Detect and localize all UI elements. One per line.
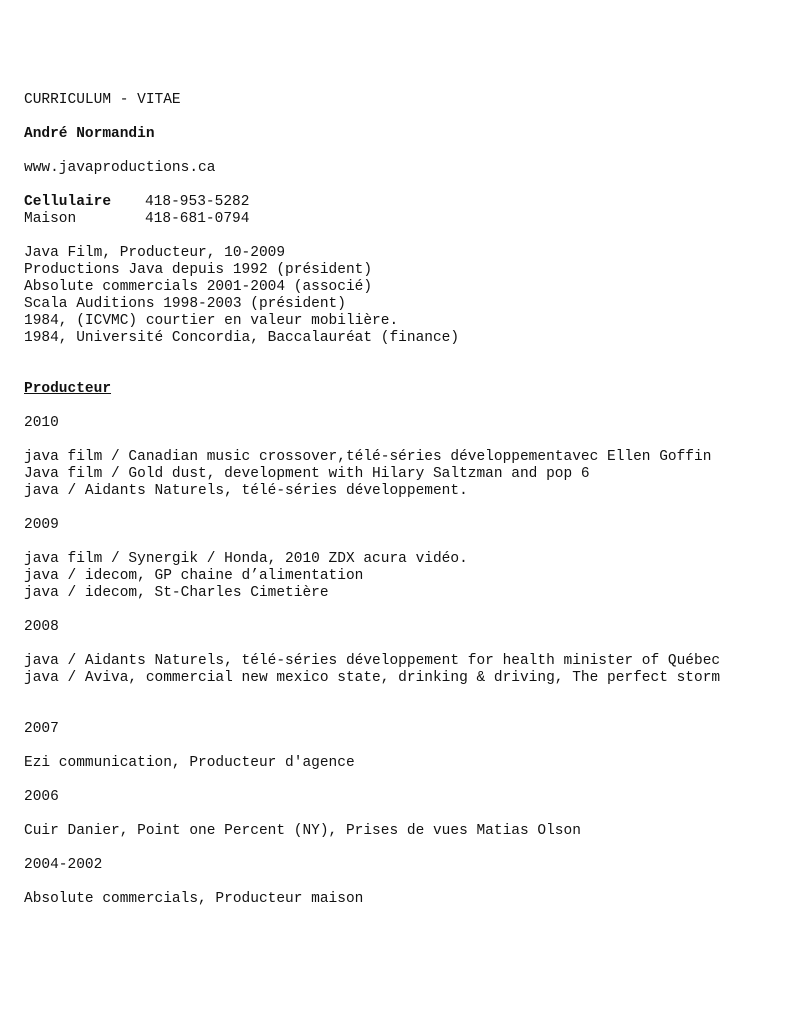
contact-home — [24, 211, 784, 228]
contact-mobile-value: 418-953-5282 — [145, 194, 250, 210]
entry-line: Cuir Danier, Point one Percent (NY), Prises de vues Matias Olson — [24, 823, 581, 839]
entry-line: java / idecom, St-Charles Cimetière — [24, 585, 329, 601]
summary-line: Absolute commercials 2001-2004 (associé) — [24, 279, 373, 295]
person-name: André Normandin — [24, 126, 155, 142]
summary-line: Java Film, Producteur, 10-2009 — [24, 245, 286, 261]
year-heading: 2007 — [24, 721, 59, 737]
entry-line: java / Aidants Naturels, télé-séries développement. — [24, 483, 468, 499]
year-heading: 2009 — [24, 517, 59, 533]
year-heading: 2010 — [24, 415, 59, 431]
contact-home-label: Maison — [24, 211, 77, 227]
cv-document — [24, 92, 784, 908]
entry-line: Java film / Gold dust, development with Hilary Saltzman and pop 6 — [24, 466, 590, 482]
section-title: Producteur — [24, 381, 112, 397]
entry-line: java film / Synergik / Honda, 2010 ZDX acura vidéo. — [24, 551, 468, 567]
entry-line: java / Aviva, commercial new mexico state, drinking & driving, The perfect storm — [24, 670, 721, 686]
summary-line: Scala Auditions 1998-2003 (président) — [24, 296, 346, 312]
document-title: CURRICULUM - VITAE — [24, 92, 181, 108]
contact-home-value: 418-681-0794 — [145, 211, 250, 227]
entry-line: java film / Canadian music crossover,télé-séries développementavec Ellen Goffin — [24, 449, 712, 465]
year-heading: 2008 — [24, 619, 59, 635]
contact-mobile-label: Cellulaire — [24, 194, 112, 210]
entry-line: Ezi communication, Producteur d'agence — [24, 755, 355, 771]
year-heading: 2004-2002 — [24, 857, 103, 873]
year-heading: 2006 — [24, 789, 59, 805]
entry-line: java / Aidants Naturels, télé-séries développement for health minister of Québec — [24, 653, 721, 669]
website-link[interactable]: www.javaproductions.ca — [24, 160, 216, 176]
summary-line: 1984, (ICVMC) courtier en valeur mobilière. — [24, 313, 399, 329]
summary-line: 1984, Université Concordia, Baccalauréat (finance) — [24, 330, 460, 346]
entry-line: Absolute commercials, Producteur maison — [24, 891, 364, 907]
entry-line: java / idecom, GP chaine d’alimentation — [24, 568, 364, 584]
contact-mobile — [24, 194, 784, 211]
summary-line: Productions Java depuis 1992 (président) — [24, 262, 373, 278]
